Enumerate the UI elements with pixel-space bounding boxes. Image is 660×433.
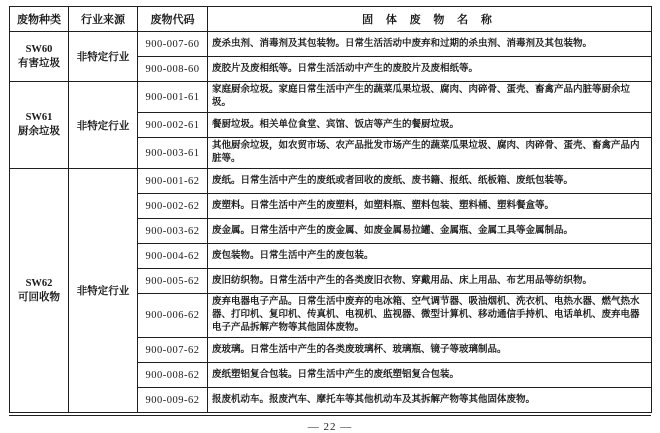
waste-code-cell: 900-003-62: [138, 219, 208, 244]
table-row: [10, 82, 652, 113]
header-industry-source: 行业来源: [69, 7, 138, 32]
header-waste-name: 固 体 废 物 名 称: [208, 7, 652, 32]
header-waste-category: 废物种类: [10, 7, 69, 32]
waste-name-cell: 废玻璃。日常生活中产生的各类废玻璃杯、玻璃瓶、镜子等玻璃制品。: [208, 338, 652, 363]
waste-name-cell: 废金属。日常生活中产生的废金属、如废金属易拉罐、金属瓶、金属工具等金属制品。: [208, 219, 652, 244]
waste-name-cell: 餐厨垃圾。相关单位食堂、宾馆、饭店等产生的餐厨垃圾。: [208, 113, 652, 138]
waste-code-cell: 900-006-62: [138, 294, 208, 338]
waste-name-cell: 废胶片及废相纸等。日常生活活动中产生的废胶片及废相纸等。: [208, 57, 652, 82]
table-header-row: [10, 7, 652, 32]
waste-name-cell: 废旧纺织物。日常生活中产生的各类废旧衣物、穿戴用品、床上用品、布艺用品等纺织物。: [208, 269, 652, 294]
waste-code-cell: 900-001-62: [138, 169, 208, 194]
category-cell: [10, 82, 69, 169]
waste-code-cell: 900-007-60: [138, 32, 208, 57]
page-bottom-rule: [9, 415, 651, 416]
waste-name-cell: 废弃电器电子产品。日常生活中废弃的电冰箱、空气调节器、吸油烟机、洗衣机、电热水器、燃气热水器、打印机、复印机、传真机、电视机、监视器、微型计算机、移动通信手持机、电话单机、废弃电器电子产品拆解产物等其他固体废物。: [208, 294, 652, 338]
page-number: — 22 —: [307, 421, 353, 433]
category-name: 有害垃圾: [18, 57, 60, 69]
industry-cell: 非特定行业: [69, 82, 138, 169]
waste-code-cell: 900-007-62: [138, 338, 208, 363]
category-name: 厨余垃圾: [18, 126, 60, 137]
industry-cell: 非特定行业: [69, 32, 138, 82]
waste-name-cell: 废纸塑铝复合包装。日常生活中产生的废纸塑铝复合包装。: [208, 363, 652, 388]
waste-code-cell: 900-004-62: [138, 244, 208, 269]
category-cell: [10, 169, 69, 413]
waste-classification-table: [9, 6, 652, 413]
header-waste-code: 废物代码: [138, 7, 208, 32]
waste-code-cell: 900-002-61: [138, 113, 208, 138]
table-row: [10, 169, 652, 194]
waste-code-cell: 900-002-62: [138, 194, 208, 219]
waste-name-cell: 报废机动车。报废汽车、摩托车等其他机动车及其拆解产物等其他固体废物。: [208, 388, 652, 413]
waste-code-cell: 900-001-61: [138, 82, 208, 113]
waste-name-cell: 家庭厨余垃圾。家庭日常生活中产生的蔬菜瓜果垃圾、腐肉、肉碎骨、蛋壳、畜禽产品内脏等厨余垃圾。: [208, 82, 652, 113]
waste-code-cell: 900-005-62: [138, 269, 208, 294]
waste-name-cell: 废杀虫剂、消毒剂及其包装物。日常生活活动中废弃和过期的杀虫剂、消毒剂及其包装物。: [208, 32, 652, 57]
category-cell: [10, 32, 69, 82]
category-code: SW61: [25, 112, 53, 123]
waste-code-cell: 900-008-60: [138, 57, 208, 82]
table-row: [10, 32, 652, 57]
waste-name-cell: 废纸。日常生活中产生的废纸或者回收的废纸、废书籍、报纸、纸板箱、废纸包装等。: [208, 169, 652, 194]
waste-name-cell: 其他厨余垃圾，如农贸市场、农产品批发市场产生的蔬菜瓜果垃圾、腐肉、肉碎骨、蛋壳、畜禽产品内脏等。: [208, 138, 652, 169]
category-code: SW60: [25, 43, 53, 55]
waste-name-cell: 废包装物。日常生活中产生的废包装。: [208, 244, 652, 269]
waste-code-cell: 900-009-62: [138, 388, 208, 413]
waste-code-cell: 900-008-62: [138, 363, 208, 388]
waste-code-cell: 900-003-61: [138, 138, 208, 169]
table-body: [10, 32, 652, 413]
industry-cell: 非特定行业: [69, 169, 138, 413]
category-name: 可回收物: [18, 291, 60, 303]
category-code: SW62: [25, 277, 53, 289]
waste-name-cell: 废塑料。日常生活中产生的废塑料，如塑料瓶、塑料包装、塑料桶、塑料餐盒等。: [208, 194, 652, 219]
